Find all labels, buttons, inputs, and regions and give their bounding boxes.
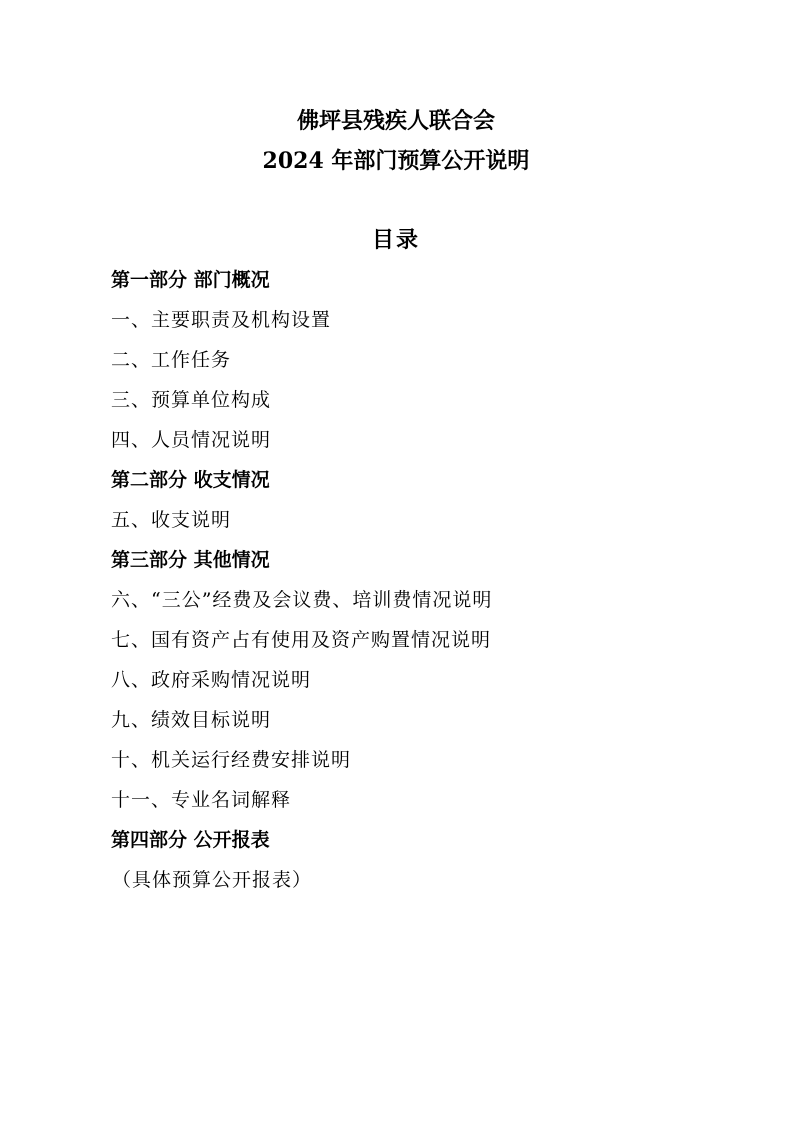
toc-part-2: 第二部分 收支情况 <box>111 469 270 491</box>
toc-heading: 目录 <box>371 227 420 253</box>
toc-part-3: 第三部分 其他情况 <box>111 549 270 571</box>
toc-item-10: 十、机关运行经费安排说明 <box>111 749 352 771</box>
document-title-line-1: 佛坪县残疾人联合会 <box>296 108 495 134</box>
toc-item-2: 二、工作任务 <box>111 349 232 371</box>
toc-item-4: 四、人员情况说明 <box>111 429 272 451</box>
document-title-line-2: 2024 年部门预算公开说明 <box>262 148 530 174</box>
toc-item-11: 十一、专业名词解释 <box>111 789 292 811</box>
toc-item-1: 一、主要职责及机构设置 <box>111 309 332 331</box>
toc-item-6: 六、“三公”经费及会议费、培训费情况说明 <box>111 589 493 611</box>
toc-item-5: 五、收支说明 <box>111 509 232 531</box>
toc-note: （具体预算公开报表） <box>112 869 313 891</box>
toc-item-3: 三、预算单位构成 <box>111 389 272 411</box>
toc-item-8: 八、政府采购情况说明 <box>111 669 312 691</box>
toc-part-1: 第一部分 部门概况 <box>111 269 270 291</box>
toc-item-9: 九、绩效目标说明 <box>111 709 272 731</box>
toc-part-4: 第四部分 公开报表 <box>111 829 270 851</box>
table-of-contents <box>111 268 751 908</box>
toc-item-7: 七、国有资产占有使用及资产购置情况说明 <box>111 629 492 651</box>
